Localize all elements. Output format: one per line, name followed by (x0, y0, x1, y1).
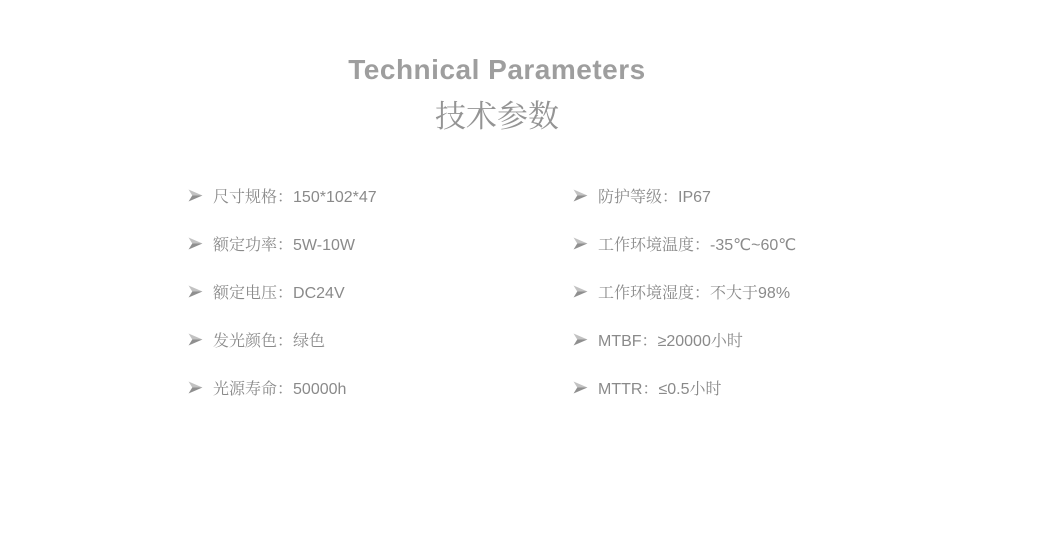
parameter-label: 工作环境温度 (598, 237, 695, 254)
parameter-separator: ： (277, 333, 294, 350)
arrow-bullet-icon (188, 189, 203, 202)
parameter-value: 不大于98% (710, 285, 791, 302)
parameter-item-dimensions (188, 187, 377, 204)
parameter-text (598, 376, 721, 399)
parameter-label: 额定功率 (213, 237, 278, 254)
parameter-label: 发光颜色 (213, 333, 278, 350)
parameter-item-mtbf (573, 331, 796, 348)
parameter-separator: ： (277, 381, 294, 398)
parameter-value: 绿色 (293, 333, 326, 350)
parameter-value: 5W-10W (293, 237, 355, 254)
parameter-label: 防护等级 (598, 189, 663, 206)
parameter-text (598, 328, 743, 351)
parameter-label: 光源寿命 (213, 381, 278, 398)
parameter-value: ≥20000小时 (657, 333, 743, 350)
parameter-item-light-color (188, 331, 377, 348)
parameter-text (598, 184, 711, 207)
parameters-left-column (188, 187, 377, 427)
parameter-separator: ： (277, 237, 294, 254)
arrow-bullet-icon (188, 381, 203, 394)
arrow-bullet-icon (573, 381, 588, 394)
parameter-item-mttr (573, 379, 796, 396)
arrow-bullet-icon (573, 189, 588, 202)
parameter-value: -35℃~60℃ (710, 237, 797, 254)
parameter-value: DC24V (293, 285, 345, 302)
parameter-text (213, 184, 377, 207)
parameter-label: 额定电压 (213, 285, 278, 302)
arrow-bullet-icon (573, 333, 588, 346)
parameter-text (213, 328, 325, 351)
parameter-value: IP67 (678, 189, 711, 206)
parameter-label: 尺寸规格 (213, 189, 278, 206)
parameter-separator: ： (694, 237, 711, 254)
page-title: Technical Parameters (348, 54, 646, 85)
parameter-separator: ： (694, 285, 711, 302)
parameter-item-rated-power (188, 235, 377, 252)
parameters-right-column (573, 187, 796, 427)
parameter-label: MTTR (598, 381, 643, 398)
page-subtitle: 技术参数 (435, 99, 559, 134)
parameter-value: 50000h (293, 381, 347, 398)
parameter-separator: ： (662, 189, 679, 206)
page-header (0, 54, 994, 136)
parameter-text (213, 280, 345, 303)
parameter-separator: ： (641, 333, 658, 350)
parameter-item-operating-temperature (573, 235, 796, 252)
arrow-bullet-icon (573, 285, 588, 298)
parameter-item-light-source-life (188, 379, 377, 396)
parameter-label: MTBF (598, 333, 642, 350)
parameter-separator: ： (642, 381, 659, 398)
parameter-text (213, 232, 355, 255)
arrow-bullet-icon (188, 333, 203, 346)
parameter-item-operating-humidity (573, 283, 796, 300)
parameter-label: 工作环境湿度 (598, 285, 695, 302)
parameter-text (598, 232, 796, 255)
parameter-item-ip-rating (573, 187, 796, 204)
parameter-separator: ： (277, 285, 294, 302)
arrow-bullet-icon (188, 285, 203, 298)
parameter-text (213, 376, 346, 399)
parameter-value: 150*102*47 (293, 189, 377, 206)
parameter-text (598, 280, 790, 303)
parameter-item-rated-voltage (188, 283, 377, 300)
arrow-bullet-icon (188, 237, 203, 250)
arrow-bullet-icon (573, 237, 588, 250)
parameter-value: ≤0.5小时 (658, 381, 722, 398)
parameter-separator: ： (277, 189, 294, 206)
